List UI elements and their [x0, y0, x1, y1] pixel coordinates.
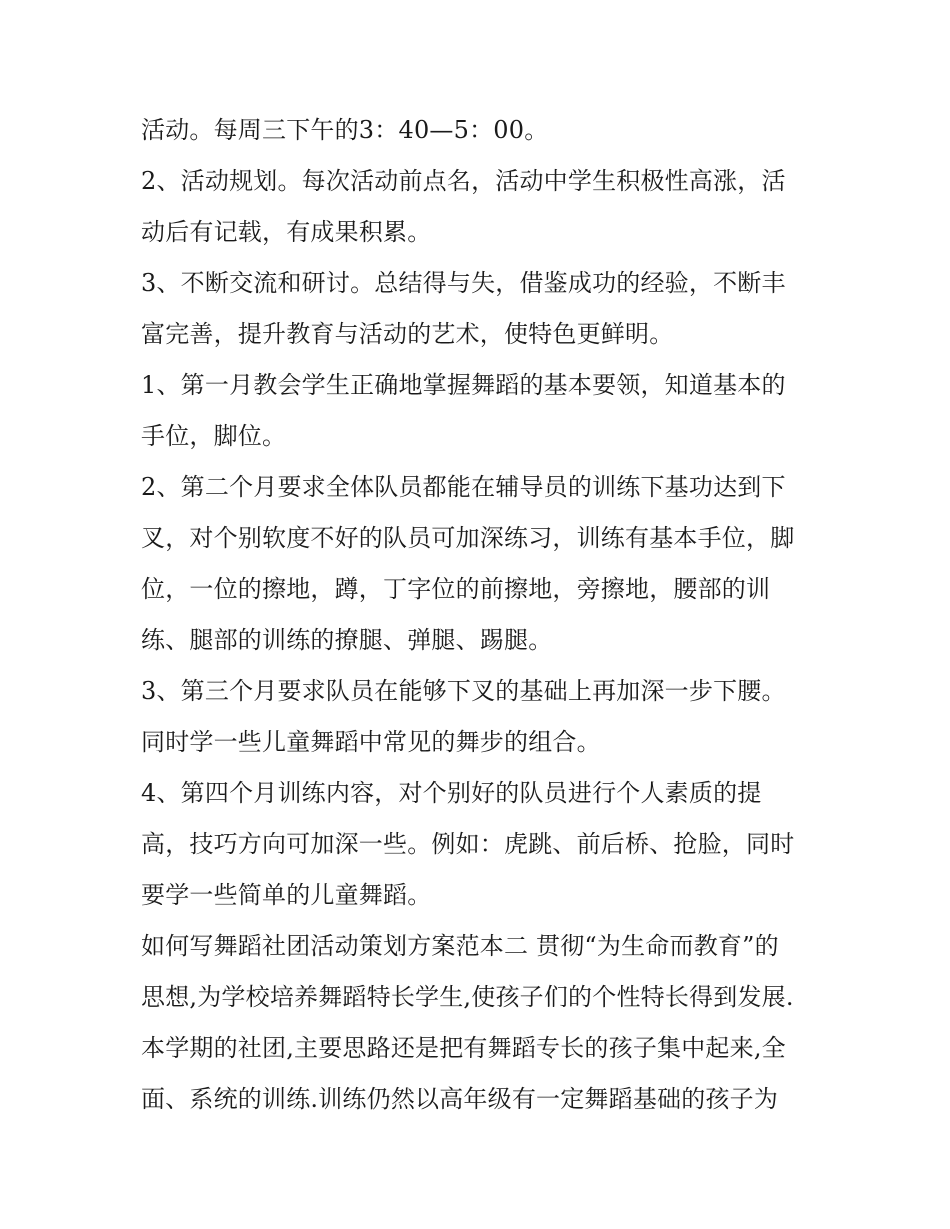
text-line: 4、第四个月训练内容，对个别好的队员进行个人素质的提 — [141, 779, 762, 807]
text-line: 如何写舞蹈社团活动策划方案范本二 贯彻“为生命而教育”的 — [141, 932, 779, 960]
text-line: 高，技巧方向可加深一些。例如：虎跳、前后桥、抢脸，同时 — [141, 830, 795, 858]
text-line: 面、系统的训练.训练仍然以高年级有一定舞蹈基础的孩子为 — [141, 1085, 779, 1113]
text-line: 活动。每周三下午的3：40—5：00。 — [141, 116, 549, 144]
text-line: 1、第一月教会学生正确地掌握舞蹈的基本要领，知道基本的 — [141, 371, 786, 399]
text-line: 手位，脚位。 — [141, 422, 287, 450]
text-line: 位，一位的擦地，蹲，丁字位的前擦地，旁擦地，腰部的训 — [141, 575, 771, 603]
text-line: 动后有记载，有成果积累。 — [141, 218, 432, 246]
text-line: 练、腿部的训练的撩腿、弹腿、踢腿。 — [141, 626, 553, 654]
text-line: 叉，对个别软度不好的队员可加深练习，训练有基本手位，脚 — [141, 524, 795, 552]
text-line: 2、第二个月要求全体队员都能在辅导员的训练下基功达到下 — [141, 473, 786, 501]
text-line: 富完善，提升教育与活动的艺术，使特色更鲜明。 — [141, 320, 674, 348]
text-line: 3、不断交流和研讨。总结得与失，借鉴成功的经验，不断丰 — [141, 269, 786, 297]
text-line: 3、第三个月要求队员在能够下叉的基础上再加深一步下腰。 — [141, 677, 786, 705]
text-line: 要学一些简单的儿童舞蹈。 — [141, 881, 432, 909]
text-line: 本学期的社团,主要思路还是把有舞蹈专长的孩子集中起来,全 — [141, 1034, 786, 1062]
text-line: 2、活动规划。每次活动前点名，活动中学生积极性高涨，活 — [141, 167, 786, 195]
text-line: 思想,为学校培养舞蹈特长学生,使孩子们的个性特长得到发展. — [141, 983, 794, 1011]
text-line: 同时学一些儿童舞蹈中常见的舞步的组合。 — [141, 728, 601, 756]
